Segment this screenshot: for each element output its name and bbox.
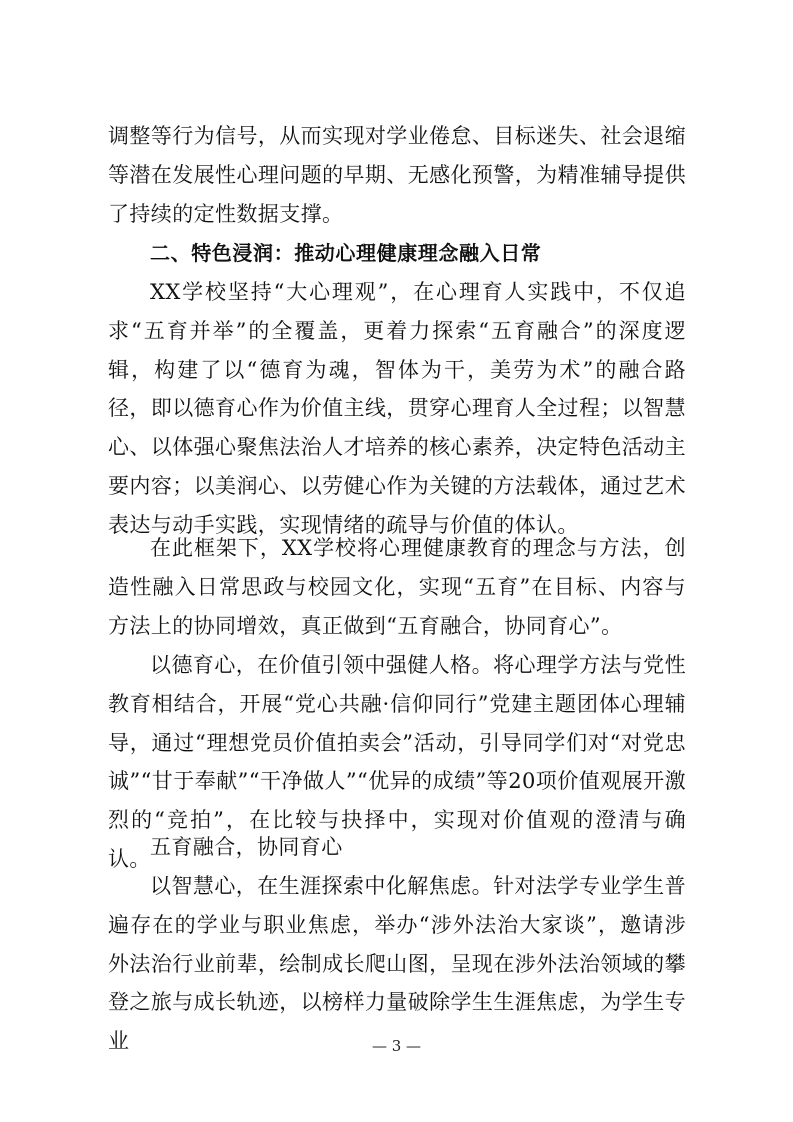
- page-number: — 3 —: [371, 1037, 422, 1055]
- body-paragraph-1: XX学校坚持“大心理观”，在心理育人实践中，不仅追求“五育并举”的全覆盖，更着力探索“五育融合”的深度逻辑，构建了以“德育为魂，智体为干，美劳为术”的融合路径，即以德育心作为价值主线，贯穿心理育人全过程；以智慧心、以体强心聚焦法治人才培养的核心素养，决定特色活动主要内容；以美润心、以劳健心作为关键的方法载体，通过艺术表达与动手实践，实现情绪的疏导与价值的体认。: [108, 280, 686, 537]
- subheading: 五育融合，协同育心: [150, 835, 343, 859]
- section-heading: 二、特色浸润：推动心理健康理念融入日常: [150, 241, 542, 265]
- body-paragraph-2: 在此框架下，XX学校将心理健康教育的理念与方法，创造性融入日常思政与校园文化，实现“五育”在目标、内容与方法上的协同增效，真正做到“五育融合，协同育心”。: [108, 536, 686, 638]
- body-paragraph-4: 以智慧心，在生涯探索中化解焦虑。针对法学专业学生普遍存在的学业与职业焦虑，举办“涉外法治大家谈”，邀请涉外法治行业前辈，绘制成长爬山图，呈现在涉外法治领域的攀登之旅与成长轨迹，以榜样力量破除学生生涯焦虑，为学生专业: [108, 874, 686, 1054]
- body-paragraph-3: 以德育心，在价值引领中强健人格。将心理学方法与党性教育相结合，开展“党心共融·信仰同行”党建主题团体心理辅导，通过“理想党员价值拍卖会”活动，引导同学们对“对党忠诚”“甘于奉献”“干净做人”“优异的成绩”等20项价值观展开激烈的“竞拍”，在比较与抉择中，实现对价值观的澄清与确认。: [108, 653, 686, 871]
- body-paragraph-continued: 调整等行为信号，从而实现对学业倦怠、目标迷失、社会退缩等潜在发展性心理问题的早期、无感化预警，为精准辅导提供了持续的定性数据支撑。: [108, 124, 686, 226]
